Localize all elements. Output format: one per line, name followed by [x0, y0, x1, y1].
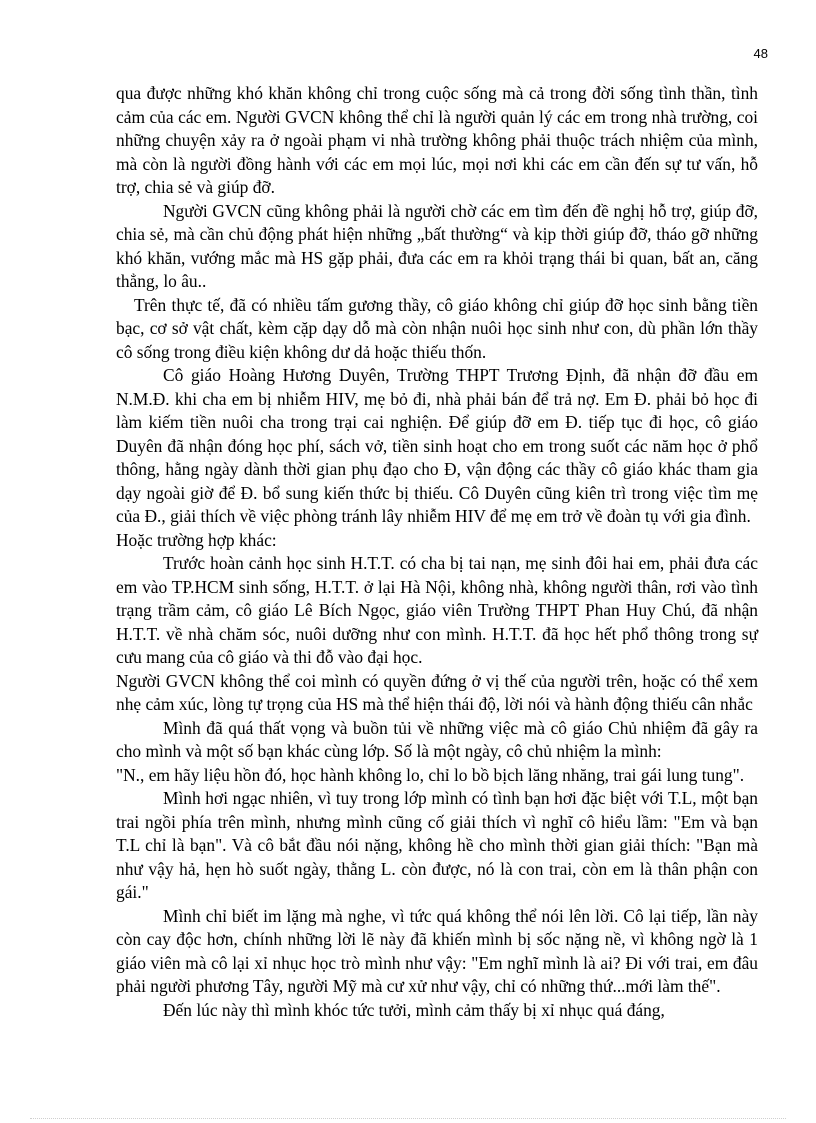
quote-paragraph: "N., em hãy liệu hồn đó, học hành không lo, chỉ lo bồ bịch lăng nhăng, trai gái lung tung".: [116, 764, 745, 785]
paragraph: Đến lúc này thì mình khóc tức tưởi, mình cảm thấy bị xỉ nhục quá đáng,: [163, 999, 665, 1020]
paragraph: Trên thực tế, đã có nhiều tấm gương thầy, cô giáo không chỉ giúp đỡ học sinh bằng tiền bạc, cơ sở vật chất, kèm cặp dạy dỗ mà còn nhận nuôi học sinh như con, dù phần lớn thầy cô sống trong điều kiện không dư dả hoặc thiếu thốn.: [116, 294, 758, 362]
body-text: [116, 82, 758, 1022]
page-bottom-divider: [30, 1118, 786, 1119]
paragraph: Người GVCN không thể coi mình có quyền đứng ở vị thế của người trên, hoặc có thể xem nhẹ cảm xúc, lòng tự trọng của HS mà thể hiện thái độ, lời nói và hành động thiếu cân nhắc: [116, 670, 758, 714]
paragraph: Người GVCN cũng không phải là người chờ các em tìm đến đề nghị hỗ trợ, giúp đỡ, chia sẻ, mà cần chủ động phát hiện những „bất thường“ và kịp thời giúp đỡ, tháo gỡ những khó khăn, vướng mắc mà HS gặp phải, đưa các em ra khỏi trạng thái bi quan, bất an, căng thẳng, lo âu..: [116, 200, 758, 291]
paragraph: qua được những khó khăn không chỉ trong cuộc sống mà cả trong đời sống tình thần, tình cảm của các em. Người GVCN không thể chỉ là người quản lý các em trong nhà trường, coi những chuyện xảy ra ở ngoài phạm vi nhà trường không phải thuộc trách nhiệm của mình, mà còn là người đồng hành với các em mọi lúc, mọi nơi khi các em cần đến sự tư vấn, hỗ trợ, chia sẻ và giúp đỡ.: [116, 83, 758, 197]
page-number: 48: [753, 46, 768, 61]
paragraph: Cô giáo Hoàng Hương Duyên, Trường THPT Trương Định, đã nhận đỡ đầu em N.M.Đ. khi cha em bị nhiễm HIV, mẹ bỏ đi, nhà phải bán để trả nợ. Em Đ. phải bỏ học đi làm kiếm tiền nuôi cha trong trại cai nghiện. Để giúp đỡ em Đ. tiếp tục đi học, cô giáo Duyên đã nhận đóng học phí, sách vở, tiền sinh hoạt cho em trong suốt các năm học ở phổ thông, hằng ngày dành thời gian phụ đạo cho Đ, vận động các thầy cô giáo khác tham gia dạy ngoài giờ để Đ. bổ sung kiến thức bị thiếu. Cô Duyên cũng kiên trì trong việc tìm mẹ của Đ., giải thích về việc phòng tránh lây nhiễm HIV để mẹ em trở về đoàn tụ với gia đình.: [116, 365, 758, 526]
paragraph: Mình chỉ biết im lặng mà nghe, vì tức quá không thể nói lên lời. Cô lại tiếp, lần này còn cay độc hơn, chính những lời lẽ này đã khiến mình bị sốc nặng nề, vì không ngờ là 1 giáo viên mà cô lại xỉ nhục học trò mình như vậy: "Em nghĩ mình là ai? Đi với trai, em đâu phải người phương Tây, người Mỹ mà cư xử như vậy, chỉ có những thứ...mới làm thế".: [116, 905, 758, 996]
paragraph: Mình đã quá thất vọng và buồn tủi về những việc mà cô giáo Chủ nhiệm đã gây ra cho mình và một số bạn khác cùng lớp. Số là một ngày, cô chủ nhiệm la mình:: [116, 717, 758, 761]
paragraph: Trước hoàn cảnh học sinh H.T.T. có cha bị tai nạn, mẹ sinh đôi hai em, phải đưa các em vào TP.HCM sinh sống, H.T.T. ở lại Hà Nội, không nhà, không người thân, rơi vào tình trạng trầm cảm, cô giáo Lê Bích Ngọc, giáo viên Trường THPT Phan Huy Chú, đã nhận H.T.T. về nhà chăm sóc, nuôi dưỡng như con mình. H.T.T. đã học hết phổ thông trong sự cưu mang của cô giáo và thi đỗ vào đại học.: [116, 553, 758, 667]
paragraph: Mình hơi ngạc nhiên, vì tuy trong lớp mình có tình bạn hơi đặc biệt với T.L, một bạn trai ngồi phía trên mình, nhưng mình cũng cố giải thích vì nghĩ cô hiểu lầm: "Em và bạn T.L chỉ là bạn". Và cô bắt đầu nói nặng, không hề cho mình thời gian giải thích: "Bạn mà như vậy hả, hẹn hò suốt ngày, thằng L. còn được, nó là con trai, còn em là thân phận con gái.": [116, 788, 758, 902]
paragraph: Hoặc trường hợp khác:: [116, 529, 277, 550]
